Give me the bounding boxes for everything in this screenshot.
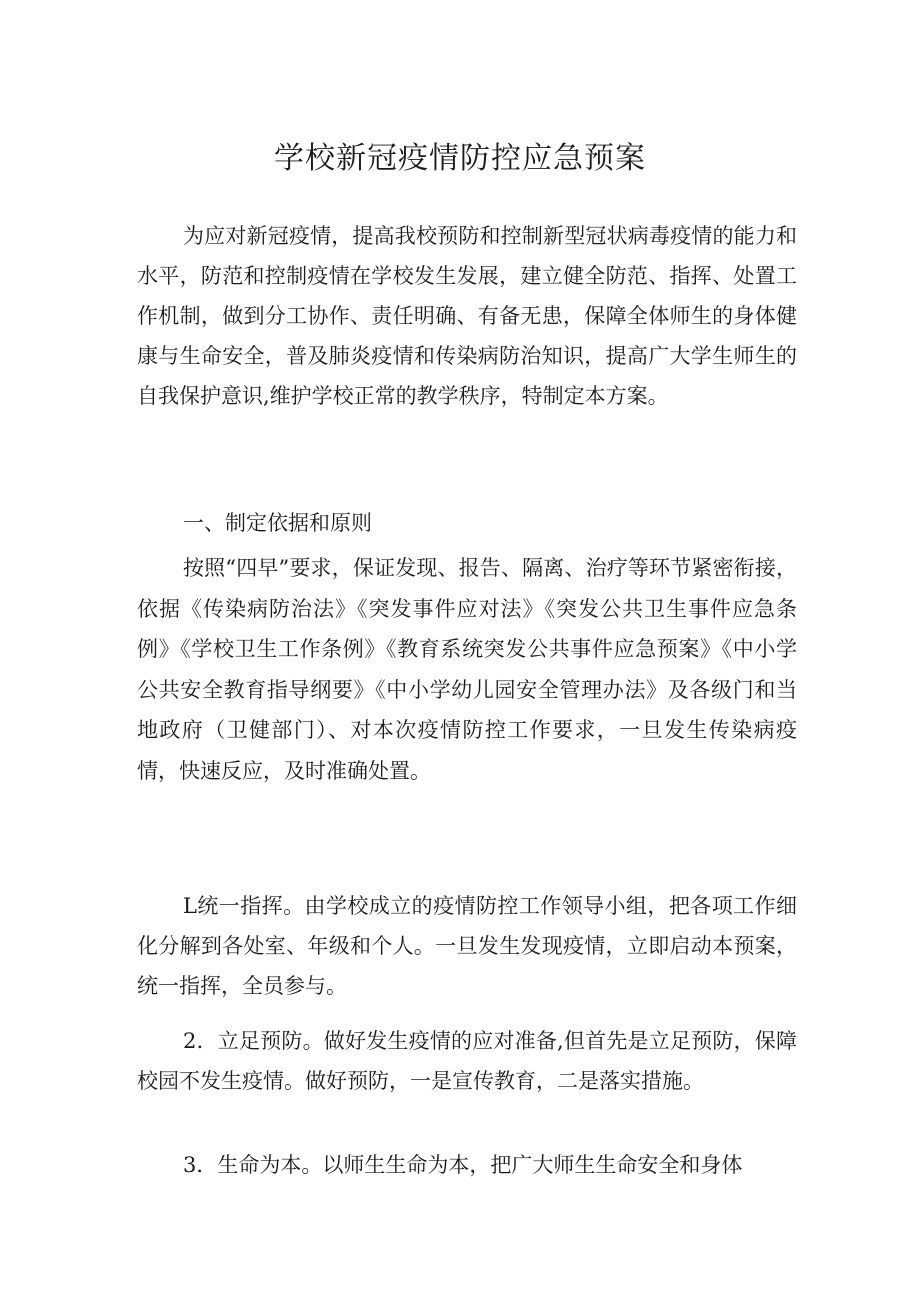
principle-life-first: 3．生命为本。以师生生命为本，把广大师生生命安全和身体 xyxy=(183,1153,743,1177)
principle-prevention-first: 2．立足预防。做好发生疫情的应对准备,但首先是立足预防，保障校园不发生疫情。做好预防，一是宣传教育，二是落实措施。 xyxy=(137,1029,797,1093)
section-basis-paragraph: 按照“四早”要求，保证发现、报告、隔离、治疗等环节紧密衔接，依据《传染病防治法》《突发事件应对法》《突发公共卫生事件应急条例》《学校卫生工作条例》《教育系统突发公共事件应急预案》《中小学公共安全教育指导纲要》《中小学幼儿园安全管理办法》及各级门和当地政府（卫健部门）、对本次疫情防控工作要求，一旦发生传染病疫情，快速反应，及时准确处置。 xyxy=(137,556,797,783)
intro-paragraph: 为应对新冠疫情，提高我校预防和控制新型冠状病毒疫情的能力和水平，防范和控制疫情在学校发生发展，建立健全防范、指挥、处置工作机制，做到分工协作、责任明确、有备无患，保障全体师生的身体健康与生命安全，普及肺炎疫情和传染病防治知识，提高广大学生师生的自我保护意识,维护学校正常的教学秩序，特制定本方案。 xyxy=(137,224,797,408)
document-title: 学校新冠疫情防控应急预案 xyxy=(274,141,646,176)
section-heading-basis-principles: 一、制定依据和原则 xyxy=(183,511,372,535)
principle-unified-command: L统一指挥。由学校成立的疫情防控工作领导小组，把各项工作细化分解到各处室、年级和个人。一旦发生发现疫情，立即启动本预案，统一指挥，全员参与。 xyxy=(137,894,797,998)
